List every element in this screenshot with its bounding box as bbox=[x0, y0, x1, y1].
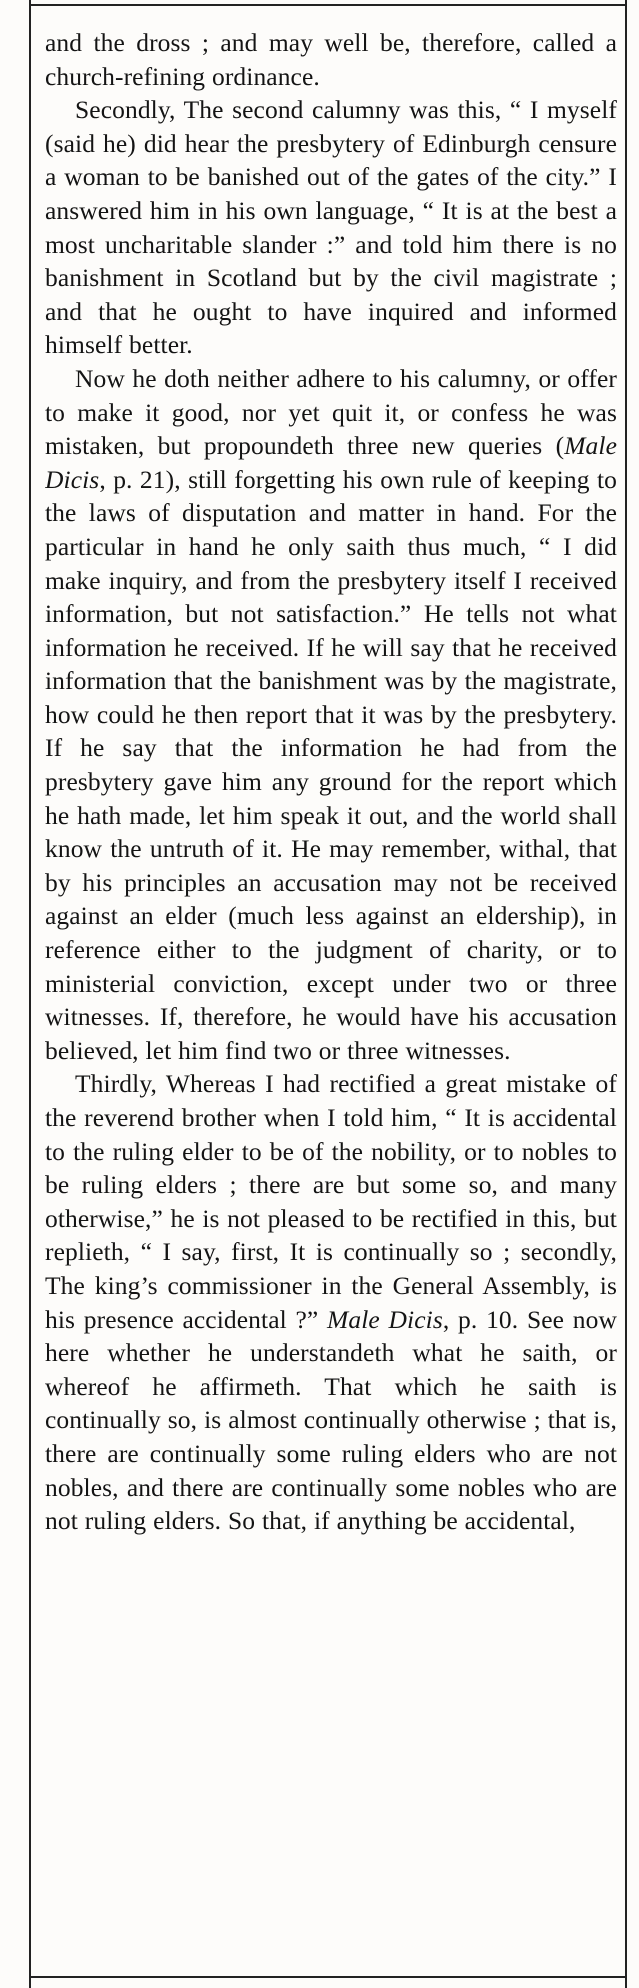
page-border-left bbox=[29, 0, 31, 1988]
citation-male-dicis-1: Male Dicis bbox=[45, 431, 617, 494]
paragraph-4 bbox=[45, 1067, 617, 1537]
citation-male-dicis-2: Male Dicis bbox=[327, 1304, 443, 1334]
page-border-top bbox=[29, 4, 627, 6]
paragraph-4-text-after-citation: , p. 10. See now here whether he understandeth what he saith, or whereof he affirmeth. That which he saith is continually so, is almost continually otherwise ; that is, there are continually some ruling elders who are not nobles, and there are continually some nobles who are not ruling elders. So that, if anything be accidental, bbox=[45, 1304, 617, 1536]
page-border-right bbox=[625, 0, 627, 1988]
page-border-bottom bbox=[29, 1976, 627, 1978]
paragraph-3-text-before-citation: Now he doth neither adhere to his calumny, or offer to make it good, nor yet quit it, or confess he was mistaken, but propoundeth three new queries ( bbox=[45, 363, 617, 461]
paragraph-4-text-before-citation: Thirdly, Whereas I had rectified a great mistake of the reverend brother when I told him, “ It is accidental to the ruling elder to be of the nobility, or to nobles to be ruling elders ; there are but some so, and many otherwise,” he is not pleased to be rectified in this, but replieth, “ I say, first, It is continually so ; secondly, The king’s commissioner in the General Assembly, is his presence accidental ?” bbox=[45, 1069, 617, 1334]
paragraph-2: Secondly, The second calumny was this, “ I myself (said he) did hear the presbytery of Edinburgh censure a woman to be banished out of the gates of the city.” I answered him in his own language, “ It is at the best a most uncharitable slander :” and told him there is no banishment in Scotland but by the civil magistrate ; and that he ought to have inquired and informed himself better. bbox=[45, 95, 617, 360]
paragraph-3 bbox=[45, 362, 617, 1067]
paragraph-1: and the dross ; and may well be, therefore, called a church-refining ordinance. bbox=[45, 28, 617, 91]
paragraph-3-text-after-citation: , p. 21), still forgetting his own rule of keeping to the laws of disputation and matter in hand. For the particular in hand he only saith thus much, “ I did make inquiry, and from the presbytery itself I received information, but not satisfaction.” He tells not what information he received. If he will say that he received information that the banishment was by the magistrate, how could he then report that it was by the presbytery. If he say that the information he had from the presbytery gave him any ground for the report which he hath made, let him speak it out, and the world shall know the untruth of it. He may remember, withal, that by his principles an accusation may not be received against an elder (much less against an eldership), in reference either to the judgment of charity, or to ministerial conviction, except under two or three witnesses. If, therefore, he would have his accusation believed, let him find two or three witnesses. bbox=[45, 464, 617, 1065]
text-column bbox=[45, 26, 617, 1956]
